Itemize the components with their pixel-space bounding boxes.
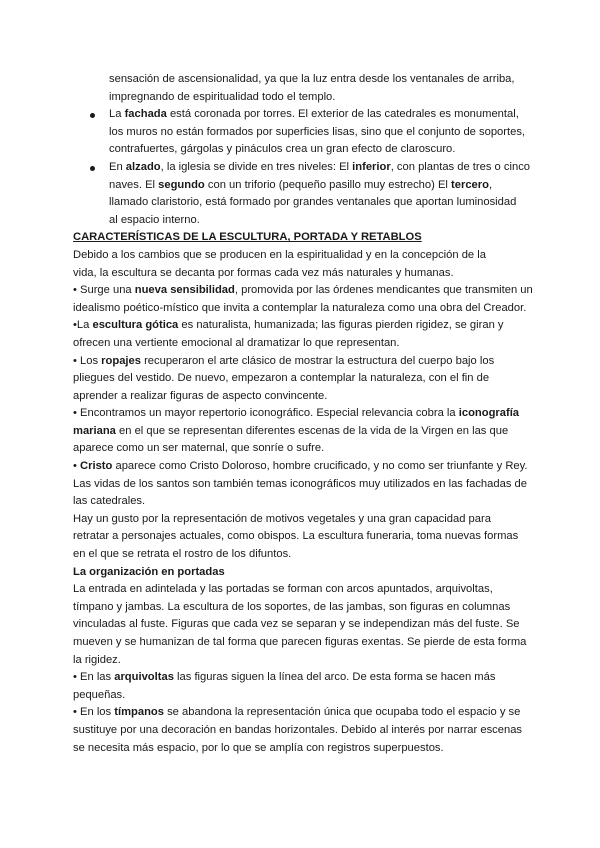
section-heading: CARACTERÍSTICAS DE LA ESCULTURA, PORTADA Y RETABLOS [73,231,422,244]
text-line: al espacio interno. [109,213,200,226]
text-line: pequeñas. [73,688,126,701]
paragraph-timpanos: • En los tímpanos se abandona la representación única que ocupaba todo el espacio y se [73,706,521,719]
paragraph-arquivoltas: • En las arquivoltas las figuras siguen la línea del arco. De esta forma se hacen más [73,671,496,684]
text-line: la rigidez. [73,653,121,666]
text-line: retratar a personajes actuales, como obispos. La escultura funeraria, toma nuevas formas [73,530,519,543]
text-line: Hay un gusto por la representación de motivos vegetales y una gran capacidad para [73,512,491,525]
paragraph-ropajes: • Los ropajes recuperaron el arte clásico de mostrar la estructura del cuerpo bajo los [73,354,495,367]
paragraph-sensibilidad: • Surge una nueva sensibilidad, promovida por las órdenes mendicantes que transmiten un [73,284,533,297]
text-line: mariana en el que se representan diferentes escenas de la vida de la Virgen en las que [73,424,509,437]
text-line: naves. El segundo con un triforio (pequeño pasillo muy estrecho) El tercero, [109,178,493,191]
text-line: ofrecen una vertiente emocional al dramatizar lo que representan. [73,336,400,349]
text-line: tímpano y jambas. La escultura de los soportes, de las jambas, son figuras en columnas [73,600,511,613]
text-line: idealismo poético-místico que invita a contemplar la naturaleza como una obra del Creador. [73,301,527,314]
text-line: aprender a realizar figuras de aspecto convincente. [73,389,328,402]
bullet-alzado: En alzado, la iglesia se divide en tres niveles: El inferior, con plantas de tres o cinco [73,159,533,177]
document-body [73,71,533,757]
text-line: sensación de ascensionalidad, ya que la luz entra desde los ventanales de arriba, [109,73,515,85]
text-line: llamado claristorio, está formado por grandes ventanales que aportan luminosidad [109,196,517,209]
text-line: Debido a los cambios que se producen en la espiritualidad y en la concepción de la [73,248,486,261]
text-line: las catedrales. [73,495,146,508]
paragraph-gotica: •La escultura gótica es naturalista, humanizada; las figuras pierden rigidez, se giran y [73,319,504,332]
paragraph-cristo: • Cristo aparece como Cristo Doloroso, hombre crucificado, y no como ser triunfante y Rey. [73,460,528,473]
paragraph-iconografia: • Encontramos un mayor repertorio iconográfico. Especial relevancia cobra la iconografía [73,407,520,420]
text-line: en el que se retrata el rostro de los difuntos. [73,548,292,561]
text-line: pliegues del vestido. De nuevo, empezaron a contemplar la naturaleza, con el fin de [73,372,490,385]
text-line: contrafuertes, gárgolas y pináculos crea un gran efecto de claroscuro. [109,143,456,156]
text-line: mueven y se humanizan de tal forma que parecen figuras exentas. Se pierde de esta forma [73,636,527,648]
text-line: aparece como un ser maternal, que sonríe o sufre. [73,442,325,455]
text-line: se necesita más espacio, por lo que se amplía con registros superpuestos. [73,741,444,754]
text-line: los muros no están formados por superficies lisas, sino que el conjunto de soportes, [109,125,526,138]
text-line: La entrada en adintelada y las portadas se forman con arcos apuntados, arquivoltas, [73,583,493,596]
bullet-fachada: La fachada está coronada por torres. El exterior de las catedrales es monumental, [73,106,533,124]
text-line: impregnando de espiritualidad todo el templo. [109,90,336,103]
text-line: Las vidas de los santos son también temas iconográficos muy utilizados en las fachadas de [73,477,527,490]
subheading: La organización en portadas [73,565,225,578]
text-line: sustituye por una decoración en bandas horizontales. Debido al interés por narrar escenas [73,723,523,736]
text-line: vida, la escultura se decanta por formas cada vez más naturales y humanas. [73,266,454,279]
text-line: vinculadas al fuste. Figuras que cada vez se separan y se independizan más del fuste. Se [73,618,520,631]
